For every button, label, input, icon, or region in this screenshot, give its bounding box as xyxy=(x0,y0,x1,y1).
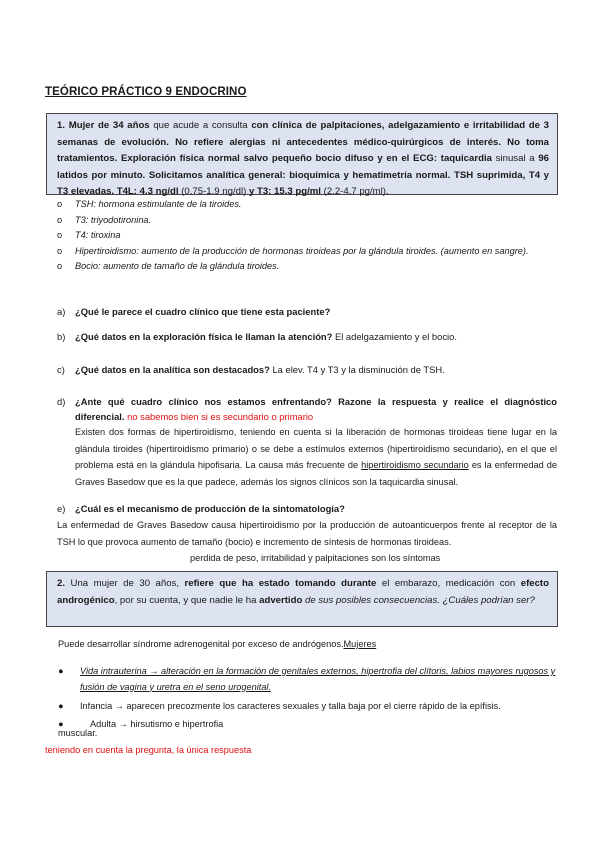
case-1-text-5: 96 latidos por minuto. Solicitamos analítica general: bioquímica y hematimetría normal. TSH suprimida, T4 y T3 elevadas. T4L: 4.3 ng/dl xyxy=(57,153,550,197)
question-letter: e) xyxy=(57,503,66,514)
answer-d-paragraph xyxy=(75,424,557,490)
question-letter: c) xyxy=(57,364,65,375)
case-2-text: , por su cuenta, y que nadie le ha xyxy=(114,594,260,606)
case-2-text: refiere que ha estado tomando durante xyxy=(184,578,377,589)
list-item xyxy=(57,213,557,229)
case-2-number: 2. xyxy=(57,578,66,589)
list-item xyxy=(57,259,557,275)
question-text: ¿Qué le parece el cuadro clínico que tiene esta paciente? xyxy=(75,306,331,317)
question-text: ¿Cuál es el mecanismo de producción de la sintomatología? xyxy=(75,503,345,514)
case-1-box xyxy=(46,113,558,195)
question-text: ¿Ante qué cuadro clínico nos estamos enfrentando? Razone la respuesta y realice el diagnóstico diferencial. xyxy=(75,396,557,422)
list-item xyxy=(58,717,558,733)
answer-e-symptoms xyxy=(190,550,550,567)
answer-2-list xyxy=(58,664,558,732)
definitions-list xyxy=(57,197,557,275)
question-text: ¿Qué datos en la exploración física le llaman la atención? xyxy=(75,331,333,342)
case-2-text: el embarazo, medicación con xyxy=(376,578,521,589)
definition-text: Hipertiroidismo: aumento de la producción de hormonas tiroideas por la glándula tiroides. (aumento en sangre). xyxy=(75,245,529,256)
list-item xyxy=(57,228,557,244)
case-1-text-4: sinusal a xyxy=(491,153,539,164)
answer-text: perdida de peso, irritabilidad y palpitaciones son los síntomas xyxy=(190,553,441,563)
answer-2-intro xyxy=(58,636,558,653)
list-item xyxy=(57,244,557,260)
case-1-number: 1. xyxy=(57,120,66,131)
case-2-text: Una mujer de 30 años, xyxy=(70,578,185,589)
question-letter: b) xyxy=(57,331,66,342)
bullet-marker: ● xyxy=(58,701,64,711)
question-text: ¿Qué datos en la analítica son destacados? xyxy=(75,364,270,375)
list-item-text: Vida intrauterina → alteración en la formación de genitales externos, hipertrofia del clítoris, labios mayores rugosos y fusión de vagina y uretra en el seno urogenital. xyxy=(80,666,556,692)
question-letter: d) xyxy=(57,396,66,407)
case-1-text-1: Mujer de 34 años xyxy=(68,120,150,131)
bullet-marker: ● xyxy=(58,666,64,676)
bullet-marker: o xyxy=(57,245,63,256)
list-item-text: Infancia → aparecen precozmente los caracteres sexuales y talla baja por el cierre rápido de la epífisis. xyxy=(80,701,501,711)
list-item xyxy=(58,664,558,695)
answer-e-paragraph xyxy=(57,517,557,550)
answer-text: Existen dos formas de hipertiroidismo, teniendo en cuenta si la liberación de hormonas tiroideas tiene lugar en la glándula tiroides (hipertiroidismo primario) o se debe a estímulos externos (hipertiroidismo secundario), en el que el problema está en la glándula hipofisaria. La causa más frecuente de xyxy=(75,427,557,470)
bullet-marker: ● xyxy=(58,718,64,729)
underlined-term: Mujeres xyxy=(343,639,377,649)
answer-text: Puede desarrollar síndrome adrenogenital por exceso de andrógenos. xyxy=(58,639,344,649)
question-letter: a) xyxy=(57,306,66,317)
answer-text: La elev. T4 y T3 y la disminución de TSH. xyxy=(269,364,445,375)
underlined-term: hipertiroidismo secundario xyxy=(361,460,469,470)
case-2-text: advertido xyxy=(259,594,303,606)
case-1-text-8: (2.2-4.7 pg/ml). xyxy=(320,186,389,197)
answer-text: El adelgazamiento y el bocio. xyxy=(332,331,457,342)
document-title: TEÓRICO PRÁCTICO 9 ENDOCRINO xyxy=(45,86,247,98)
case-1-text-3: con clínica de palpitaciones, adelgazamiento e irritabilidad de 3 semanas de evolución. No refiere alergias ni antecedentes médico-quirúrgicos de interés. No toma tratamientos. Exploración física normal salvo pequeño bocio difuso y en el ECG: taquicardia xyxy=(57,120,550,164)
list-item xyxy=(57,197,557,213)
case-2-text: de sus posibles consecuencias. ¿Cuáles podrían ser? xyxy=(302,594,535,606)
definition-text: T3: triyodotironina. xyxy=(75,214,152,225)
definition-text: TSH: hormona estimulante de la tiroides. xyxy=(75,199,242,209)
answer-text: es la enfermedad de Graves Basedow que es la que padece, además los signos clínicos son la taquicardia sinusal. xyxy=(75,460,557,487)
bullet-marker: o xyxy=(57,230,63,240)
bullet-marker: o xyxy=(57,214,63,225)
case-2-box xyxy=(46,571,558,627)
definition-text: Bocio: aumento de tamaño de la glándula tiroides. xyxy=(75,261,280,271)
red-note-text: teniendo en cuenta la pregunta, la única respuesta xyxy=(45,745,252,755)
answer-2-continuation xyxy=(58,725,97,742)
question-d xyxy=(57,394,557,424)
red-note: no sabemos bien si es secundario o primario xyxy=(124,411,314,422)
definition-text: T4: tiroxina xyxy=(75,230,121,240)
case-2-text: efecto androgénico xyxy=(57,578,549,606)
case-1-text-7: y T3: 15.3 pg/ml xyxy=(248,186,321,197)
bullet-marker: o xyxy=(57,199,63,209)
answer-text: La enfermedad de Graves Basedow causa hipertiroidismo por la producción de autoanticuerpos frente al receptor de la TSH lo que provoca aumento de tamaño (bocio) e incremento de síntesis de hormonas tiroideas. xyxy=(57,520,557,547)
answer-text: muscular. xyxy=(58,728,98,738)
case-1-text-2: que acude a consulta xyxy=(149,120,252,131)
red-note xyxy=(45,742,251,759)
case-1-text-6: (0.75-1.9 ng/dl) xyxy=(178,186,249,197)
list-item-text: Adulta → hirsutismo e hipertrofia xyxy=(90,718,224,729)
bullet-marker: o xyxy=(57,261,63,271)
list-item xyxy=(58,699,558,715)
